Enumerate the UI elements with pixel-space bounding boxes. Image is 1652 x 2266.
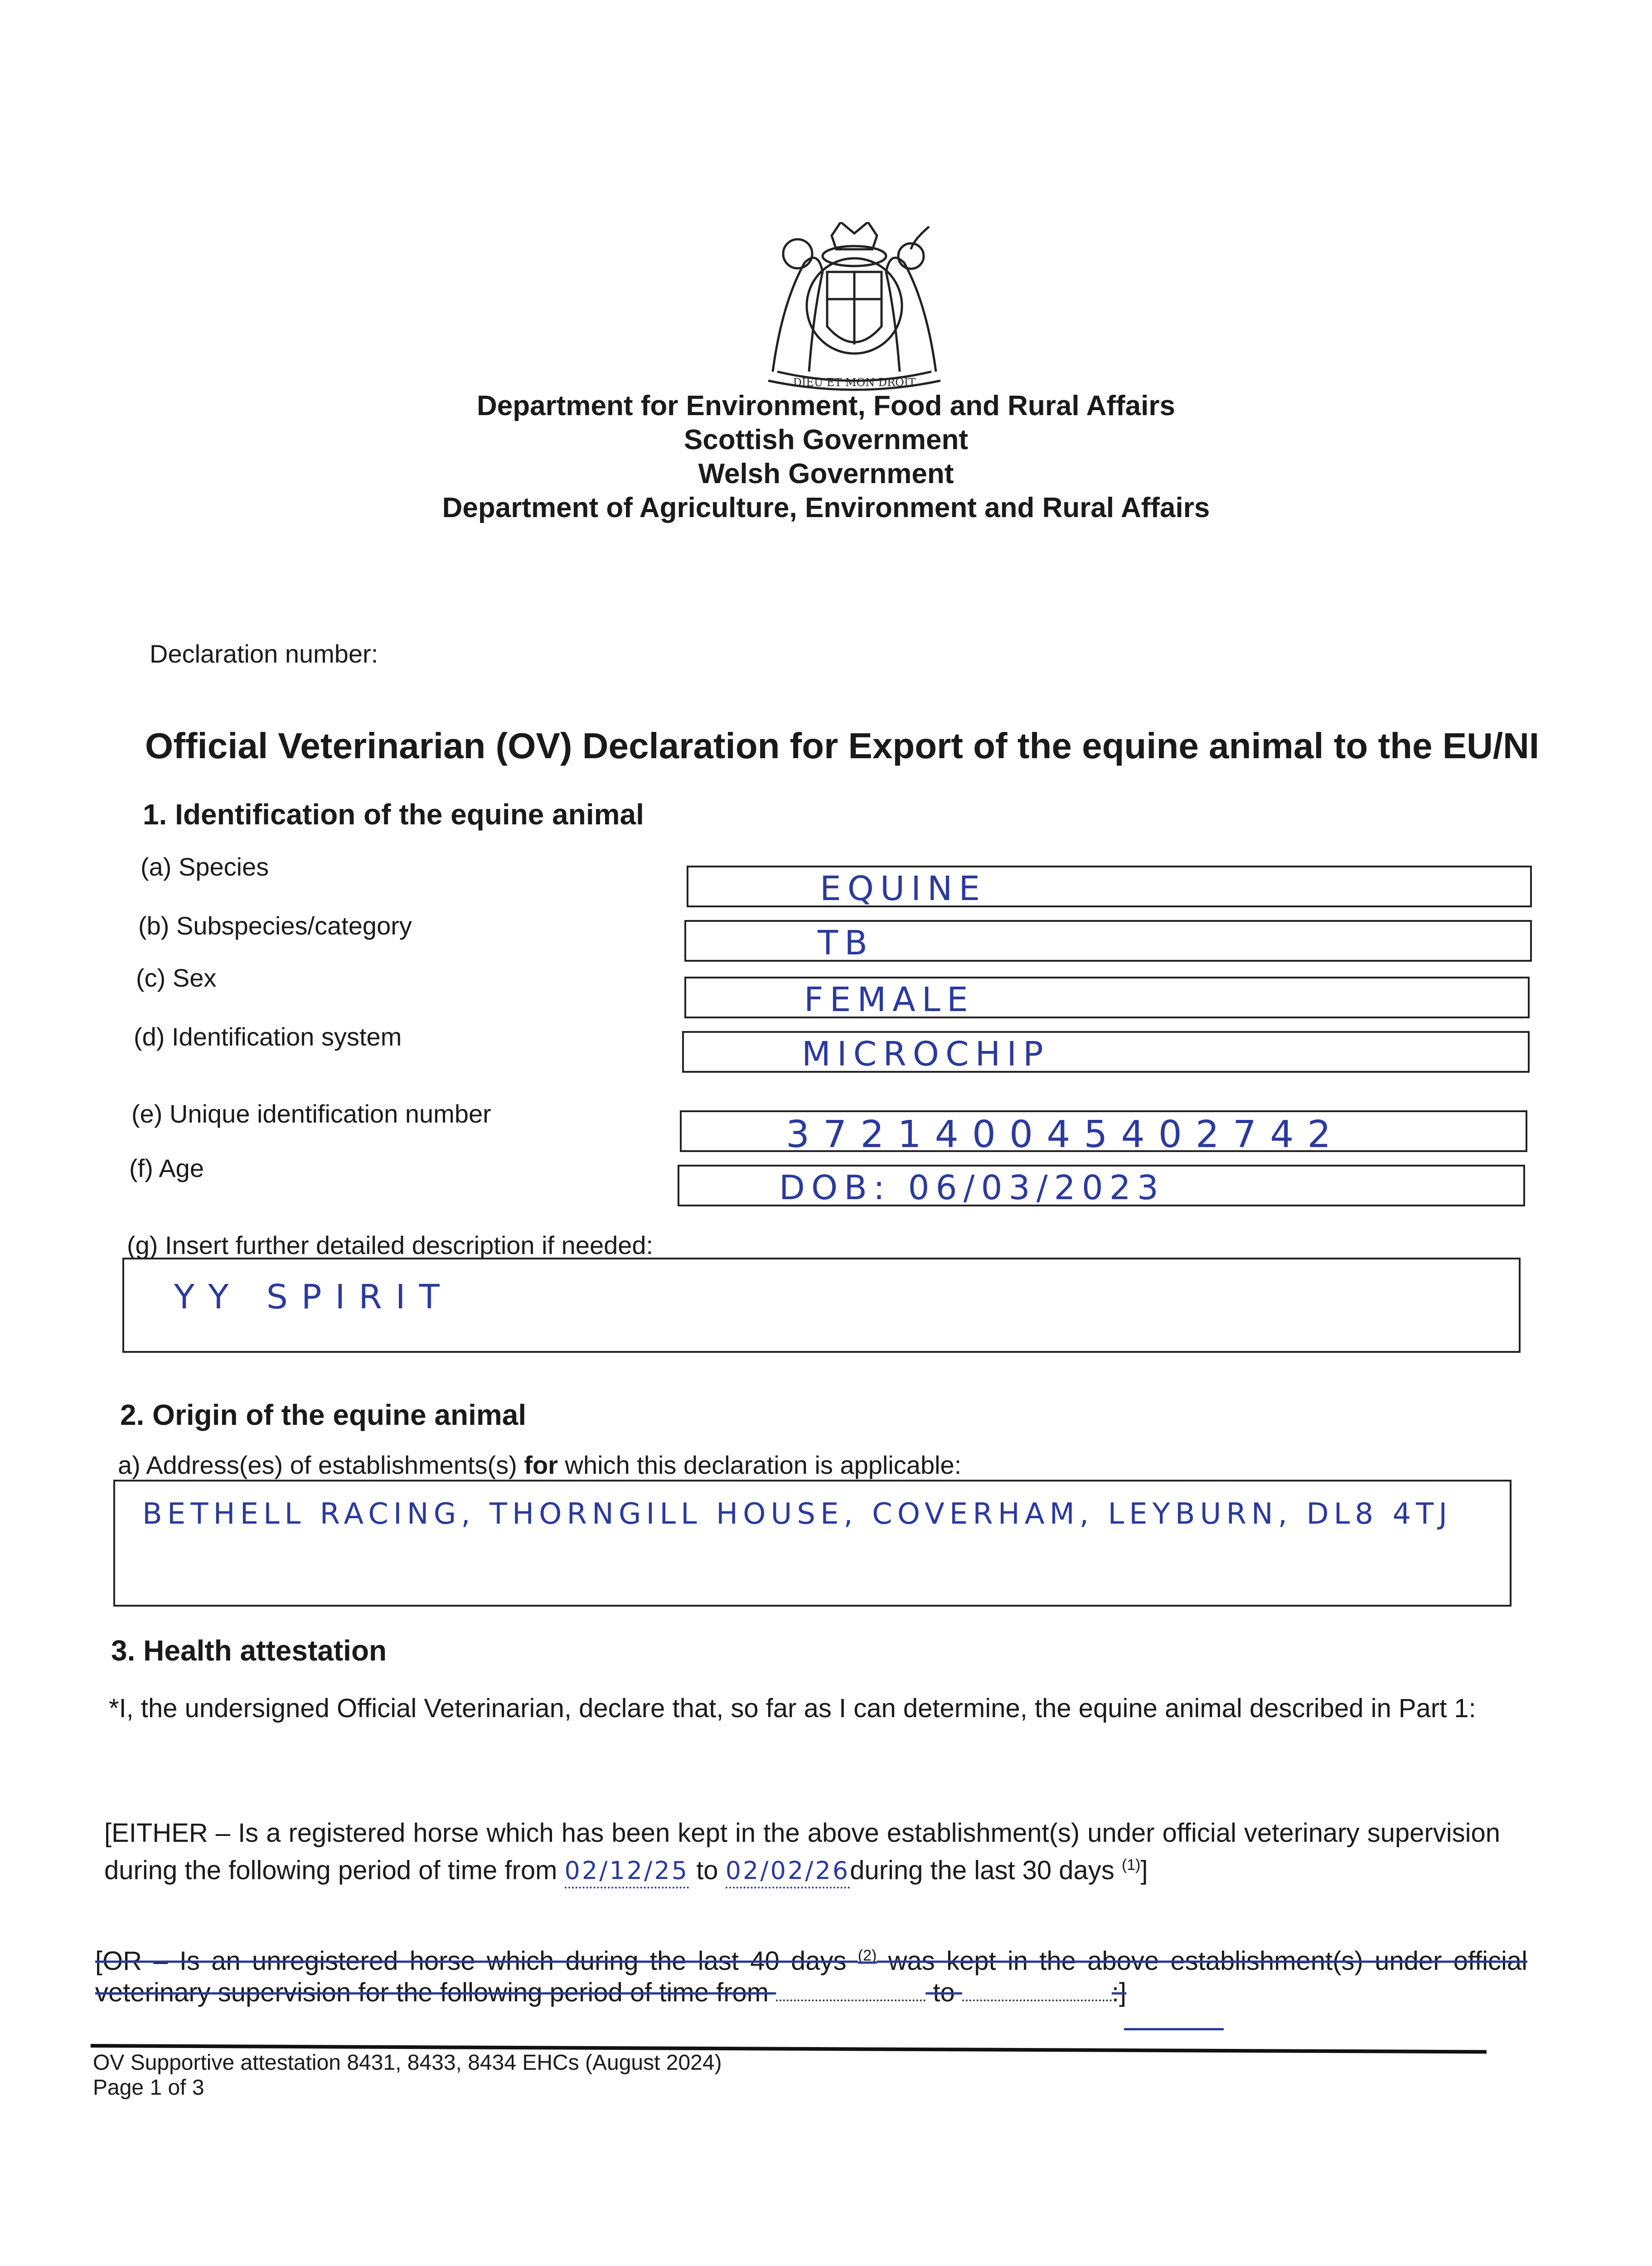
further-description-label: (g) Insert further detailed description if needed: [127,1231,654,1259]
species-field [687,866,1532,907]
footer-attestation: OV Supportive attestation 8431, 8433, 8434 EHCs (August 2024) [93,2051,722,2075]
address-value: BETHELL RACING, THORNGILL HOUSE, COVERHAM, LEYBURN, DL8 4TJ [142,1497,1453,1531]
address-label: a) Address(es) of establishments(s) for which this declaration is applicable: [118,1451,962,1479]
further-description-value: YY SPIRIT [174,1278,453,1317]
unique-id-label: (e) Unique identification number [131,1099,491,1128]
svg-text:DIEU ET MON DROIT: DIEU ET MON DROIT [793,376,916,389]
age-label: (f) Age [129,1154,204,1182]
health-intro-text: *I, the undersigned Official Veterinarian, declare that, so far as I can determine, the equine animal described in Part 1: [109,1694,1476,1723]
identification-system-value: MICROCHIP [802,1035,1050,1074]
org-daera: Department of Agriculture, Environment and Rural Affairs [442,492,1210,523]
identification-system-label: (d) Identification system [134,1022,402,1051]
sex-field [684,977,1530,1018]
species-value: EQUINE [820,869,987,908]
org-welsh-government: Welsh Government [698,458,954,489]
address-field [113,1480,1512,1607]
org-defra: Department for Environment, Food and Rural Affairs [477,390,1175,421]
sex-label: (c) Sex [136,964,217,992]
either-clause: [EITHER – Is a registered horse which has been kept in the above establishment(s) under official veterinary supervision during the following period of time from 02/12/25 to 02/02/26during the last 30 days $^{(1)}$] [104,1817,1500,1888]
age-value: DOB: 06/03/2023 [779,1168,1165,1207]
unique-id-value: 372140045402742 [786,1113,1345,1156]
further-description-field [122,1258,1521,1353]
page-title: Official Veterinarian (OV) Declaration for Export of the equine animal to the EU/NI [145,726,1540,766]
royal-coat-of-arms-icon [755,222,954,394]
age-field [678,1165,1525,1206]
either-to-date: 02/02/26 [726,1855,850,1888]
declaration-number-label: Declaration number: [150,639,378,668]
subspecies-field [684,920,1532,962]
sex-value: FEMALE [804,980,974,1019]
subspecies-value: TB [818,924,874,963]
species-label: (a) Species [140,852,269,881]
org-scottish-government: Scottish Government [684,424,968,455]
or-clause-struck: [OR – Is an unregistered horse which during the last 40 days $^{(2)}$ was kept in the above establishment(s) under official veterinary supervision for the following period of time from to :] [95,1946,1528,2008]
footer-page-number: Page 1 of 3 [93,2076,204,2100]
section2-heading: 2. Origin of the equine animal [120,1399,527,1431]
unique-id-field [680,1110,1527,1156]
identification-system-field [682,1031,1530,1073]
section1-heading: 1. Identification of the equine animal [143,798,644,831]
subspecies-label: (b) Subspecies/category [138,911,412,940]
either-from-date: 02/12/25 [565,1855,689,1888]
strike-tail-line [1124,2028,1224,2030]
section3-heading: 3. Health attestation [111,1634,387,1667]
